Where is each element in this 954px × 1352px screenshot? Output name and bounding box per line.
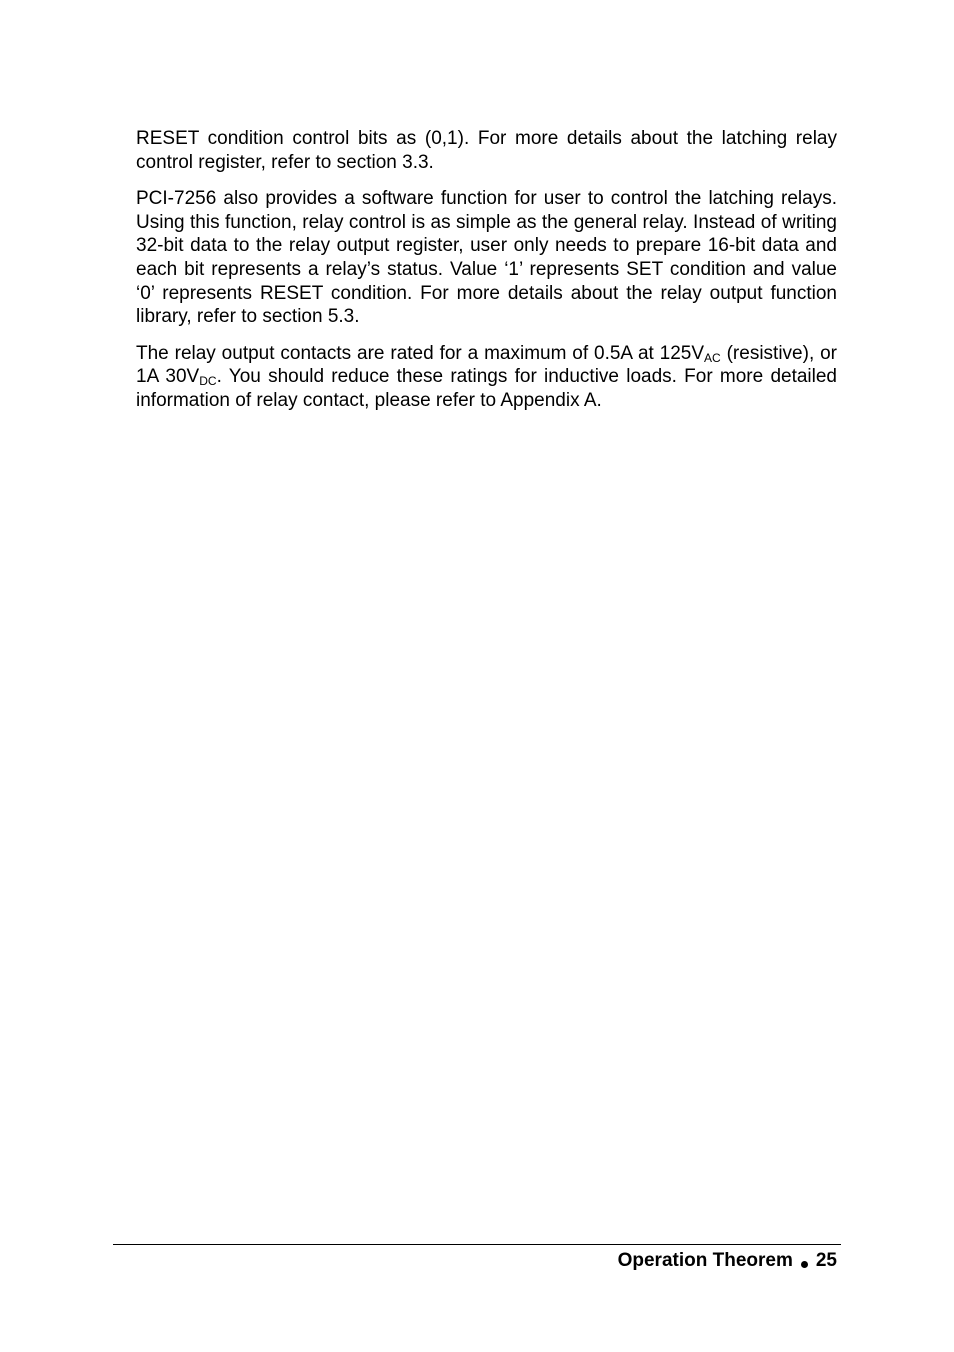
ratings-subscript-dc: DC bbox=[199, 374, 217, 389]
page-footer bbox=[618, 1248, 837, 1274]
page-number: 25 bbox=[815, 1250, 837, 1271]
bullet-icon bbox=[801, 1261, 808, 1268]
ratings-subscript-ac: AC bbox=[704, 350, 721, 365]
ratings-text-part2: (resistive), or 1A 30V bbox=[136, 342, 837, 388]
ratings-text-part1: The relay output contacts are rated for a maximum of 0.5A at 125V bbox=[136, 342, 705, 364]
page-body bbox=[136, 127, 837, 426]
paragraph-reset-condition: RESET condition control bits as (0,1). For more details about the latching relay control register, refer to section 3.3. bbox=[136, 128, 837, 173]
footer-section-title: Operation Theorem bbox=[617, 1250, 793, 1271]
footer-divider bbox=[113, 1244, 841, 1245]
paragraph-software-function: PCI-7256 also provides a software function for user to control the latching relays. Using this function, relay control is as simple as the general relay. Instead of writing 32-bit data to the relay output register, user only needs to prepare 16-bit data and each bit represents a relay’s status. Value ‘1’ represents SET condition and value ‘0’ represents RESET condition. For more details about the relay output function library, refer to section 5.3. bbox=[136, 188, 837, 328]
ratings-text-part3: . You should reduce these ratings for inductive loads. For more detailed information of relay contact, please refer to Appendix A. bbox=[136, 366, 837, 411]
paragraph-relay-ratings bbox=[136, 342, 837, 413]
